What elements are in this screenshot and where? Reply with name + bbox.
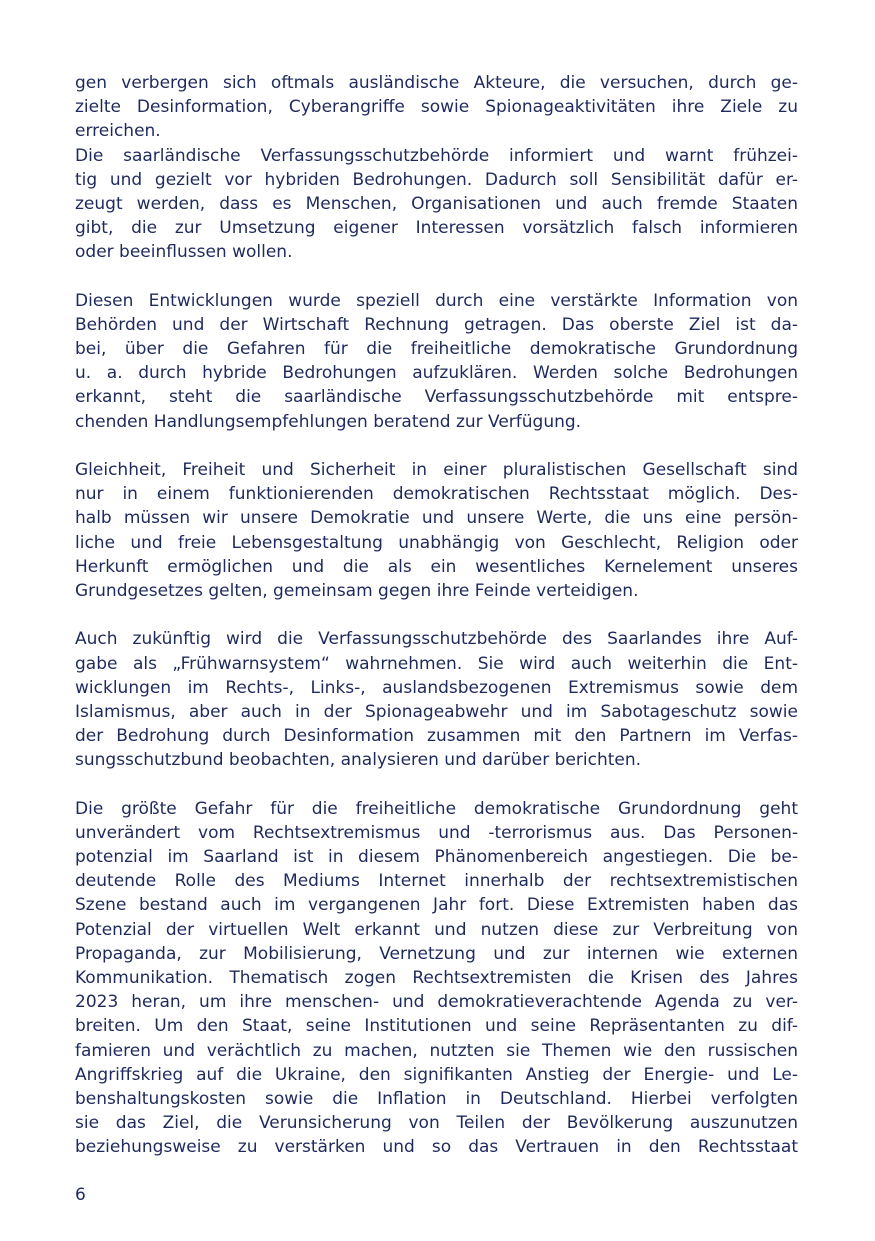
text-line: Auch zukünftig wird die Verfassungsschutzbehörde des Saarlandes ihre Auf- [75,629,798,650]
text-line: der Bedrohung durch Desinformation zusammen mit den Partnern im Verfas- [75,726,798,747]
text-line: wicklungen im Rechts-, Links-, auslandsbezogenen Extremismus sowie dem [75,677,798,698]
text-line: Grundgesetzes gelten, gemeinsam gegen ihre Feinde verteidigen. [75,580,639,601]
text-line: Islamismus, aber auch in der Spionageabwehr und im Sabotageschutz sowie [75,701,798,722]
text-line: Diesen Entwicklungen wurde speziell durch eine verstärkte Information von [75,290,798,311]
text-line: gibt, die zur Umsetzung eigener Interessen vorsätzlich falsch informieren [75,218,798,239]
text-line: nur in einem funktionierenden demokratischen Rechtsstaat möglich. Des- [75,484,798,505]
text-line: Gleichheit, Freiheit und Sicherheit in einer pluralistischen Gesellschaft sind [75,460,798,480]
paragraph-gap [75,265,798,289]
text-line: beziehungsweise zu verstärken und so das Vertrauen in den Rechtsstaat [75,1137,798,1158]
text-line: tig und gezielt vor hybriden Bedrohungen. Dadurch soll Sensibilität dafür er- [75,169,798,190]
text-line: potenzial im Saarland ist in diesem Phänomenbereich angestiegen. Die be- [75,847,798,867]
text-line: gabe als „Frühwarnsystem“ wahrnehmen. Sie wird auch weiterhin die Ent- [75,653,798,674]
text-line: famieren und verächtlich zu machen, nutzten sie Themen wie den russischen [75,1040,798,1061]
text-line: oder beeinflussen wollen. [75,242,293,263]
text-line: Angriffskrieg auf die Ukraine, den signifikanten Anstieg der Energie- und Le- [75,1064,798,1085]
text-line: chenden Handlungsempfehlungen beratend zur Verfügung. [75,411,582,432]
text-line: erkannt, steht die saarländische Verfassungsschutzbehörde mit entspre- [75,387,798,408]
text-line: bei, über die Gefahren für die freiheitliche demokratische Grundordnung [75,339,798,360]
paragraph [75,289,798,434]
text-line: Die größte Gefahr für die freiheitliche demokratische Grundordnung geht [75,798,798,819]
text-line: breiten. Um den Staat, seine Institutionen und seine Repräsentanten zu dif- [75,1016,798,1037]
paragraph [75,797,798,1160]
text-line: Herkunft ermöglichen und die als ein wesentliches Kernelement unseres [75,556,798,577]
paragraph [75,458,798,603]
page-number: 6 [75,1185,86,1205]
text-line: zeugt werden, dass es Menschen, Organisationen und auch fremde Staaten [75,193,798,214]
text-line: deutende Rolle des Mediums Internet innerhalb der rechtsextremistischen [75,871,798,892]
text-line: benshaltungskosten sowie die Inflation in Deutschland. Hierbei verfolgten [75,1088,798,1109]
text-line: 2023 heran, um ihre menschen- und demokratieverachtende Agenda zu ver- [75,992,798,1013]
document-body [75,71,798,1159]
text-line: unverändert vom Rechtsextremismus und -terrorismus aus. Das Personen- [75,822,798,843]
text-line: Propaganda, zur Mobilisierung, Vernetzung und zur internen wie externen [75,943,798,964]
paragraph-gap [75,603,798,627]
paragraph-gap [75,434,798,458]
text-line: Die saarländische Verfassungsschutzbehörde informiert und warnt frühzei- [75,145,798,166]
text-line: Szene bestand auch im vergangenen Jahr fort. Diese Extremisten haben das [75,895,798,916]
paragraph [75,627,798,772]
paragraph [75,71,798,265]
text-line: Potenzial der virtuellen Welt erkannt und nutzen diese zur Verbreitung von [75,919,798,940]
text-line: gen verbergen sich oftmals ausländische Akteure, die versuchen, durch ge- [75,73,798,93]
paragraph-gap [75,772,798,796]
text-line: sie das Ziel, die Verunsicherung von Teilen der Bevölkerung auszunutzen [75,1113,798,1134]
text-line: liche und freie Lebensgestaltung unabhängig von Geschlecht, Religion oder [75,532,798,553]
text-line: u. a. durch hybride Bedrohungen aufzuklären. Werden solche Bedrohungen [75,363,798,384]
text-line: sungsschutzbund beobachten, analysieren und darüber berichten. [75,750,642,771]
text-line: zielte Desinformation, Cyberangriffe sowie Spionageaktivitäten ihre Ziele zu [75,97,798,118]
text-line: Behörden und der Wirtschaft Rechnung getragen. Das oberste Ziel ist da- [75,314,798,335]
text-line: erreichen. [75,121,161,142]
text-line: halb müssen wir unsere Demokratie und unsere Werte, die uns eine persön- [75,508,798,529]
text-line: Kommunikation. Thematisch zogen Rechtsextremisten die Krisen des Jahres [75,967,798,988]
